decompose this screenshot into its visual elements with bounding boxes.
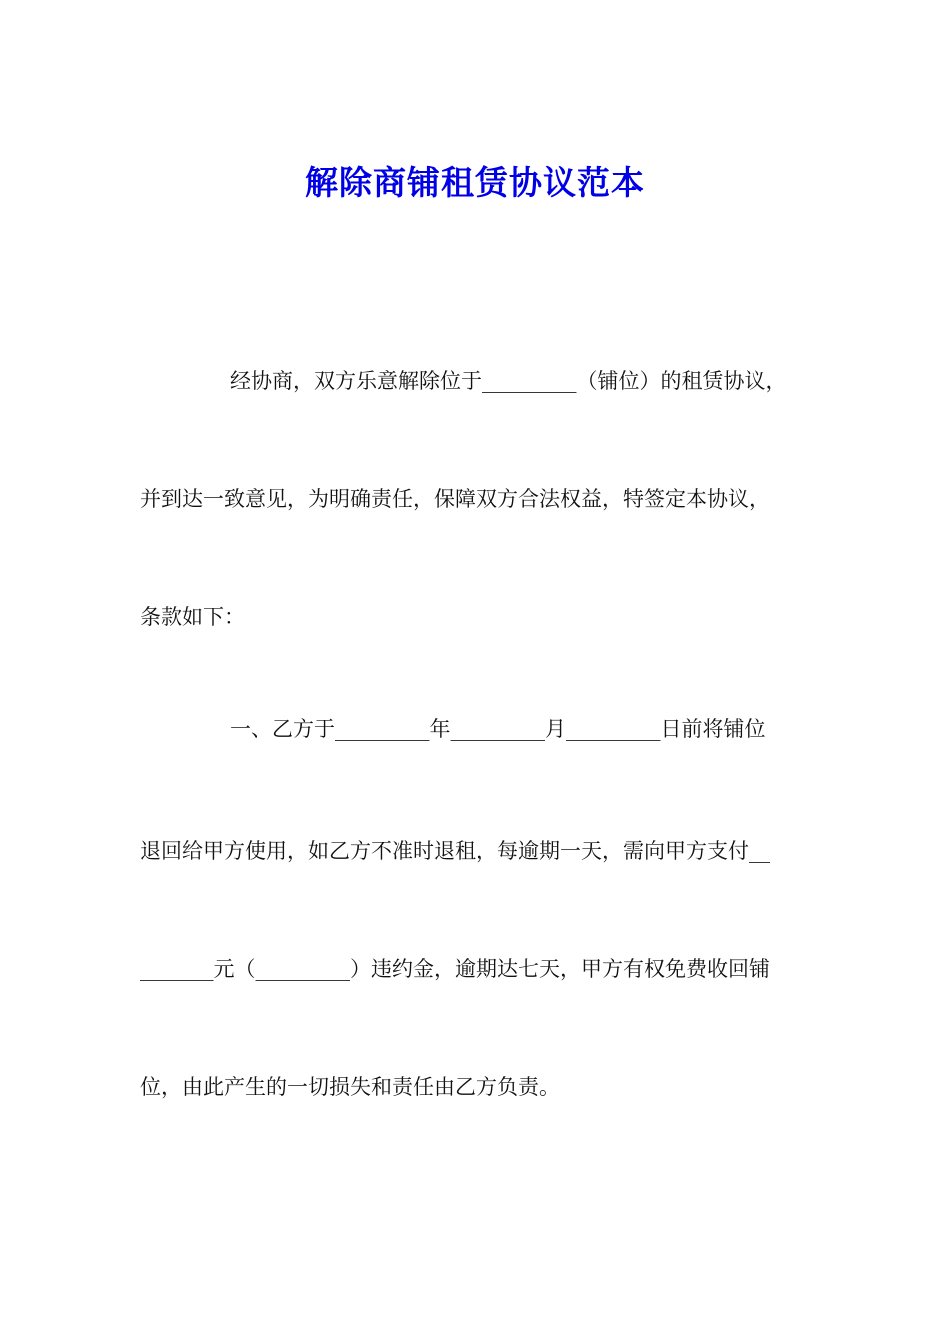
clause-1-line-1: 一、乙方于_________年_________月_________日前将铺位 (230, 717, 766, 741)
paragraph-1-line-1: 经协商，双方乐意解除位于_________（铺位）的租赁协议， (230, 369, 787, 393)
clause-1-line-2: 退回给甲方使用，如乙方不准时退租，每逾期一天，需向甲方支付__ (140, 839, 770, 863)
document-title: 解除商铺租赁协议范本 (305, 163, 645, 202)
clause-1-line-3: _______元（_________）违约金，逾期达七天，甲方有权免费收回铺 (140, 957, 770, 981)
paragraph-1-line-3: 条款如下： (140, 605, 245, 629)
clause-1-line-4: 位，由此产生的一切损失和责任由乙方负责。 (140, 1075, 560, 1099)
paragraph-1-line-2: 并到达一致意见，为明确责任，保障双方合法权益，特签定本协议， (140, 487, 770, 511)
